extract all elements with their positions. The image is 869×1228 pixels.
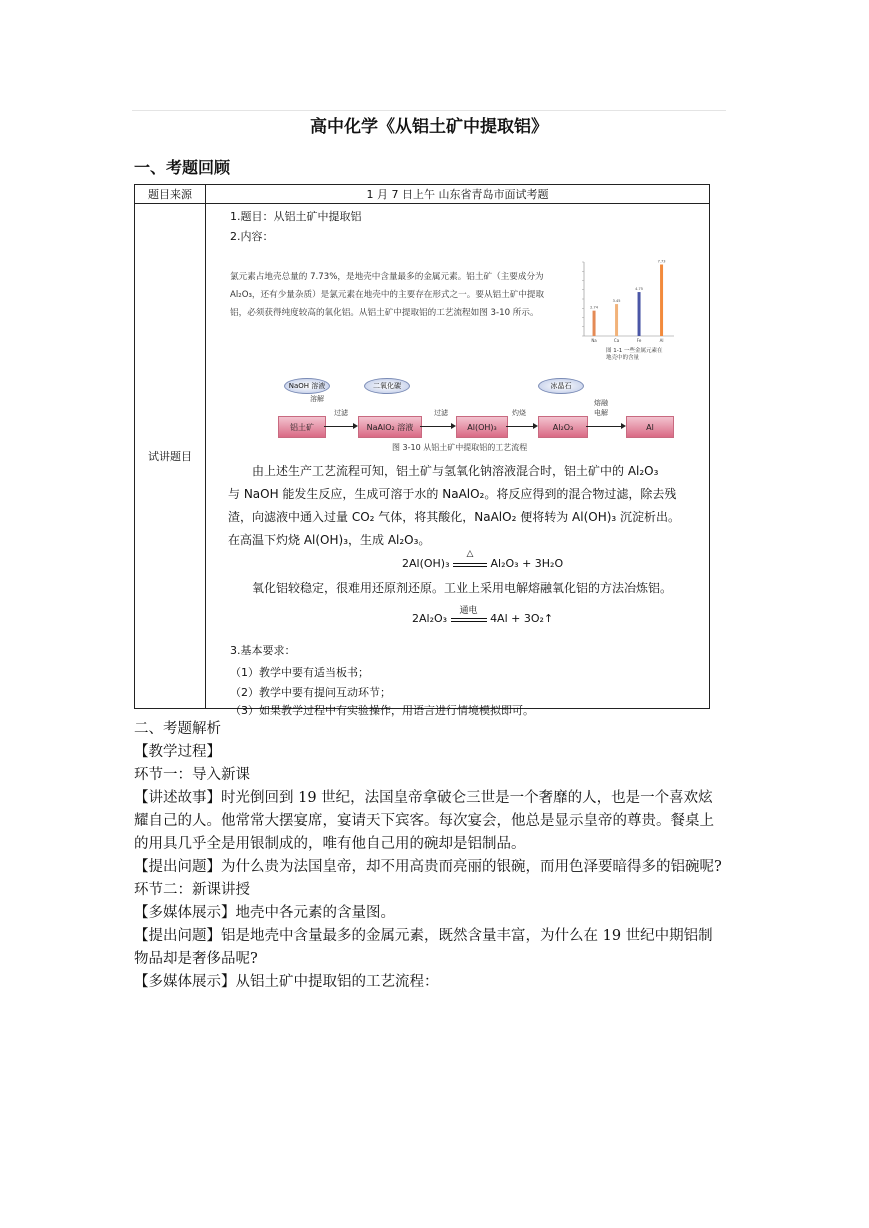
label-electrolysis: 电解 xyxy=(594,409,608,417)
arrow-3-head xyxy=(533,423,538,429)
chart-bar xyxy=(660,264,663,336)
body-line-4: 耀自己的人。他常常大摆宴席，宴请天下宾客。每次宴会，他总是显示皇帝的尊贵。餐桌上 xyxy=(134,813,714,829)
body-line-2: 环节一：导入新课 xyxy=(134,767,250,783)
body-line-11: 【多媒体展示】从铝土矿中提取铝的工艺流程： xyxy=(134,974,439,990)
body-line-5: 的用具几乎全是用银制成的，唯有他自己用的碗却是铝制品。 xyxy=(134,836,526,852)
body-line-6: 【提出问题】为什么贵为法国皇帝，却不用高贵而亮丽的银碗，而用色泽要暗得多的铝碗呢? xyxy=(134,859,722,875)
chart-category-label: Al xyxy=(659,338,664,343)
chart-category-label: Fe xyxy=(636,338,642,343)
eq1-arrow xyxy=(453,549,487,567)
requirements-heading: 3.基本要求： xyxy=(230,644,296,657)
arrow-4 xyxy=(586,426,622,427)
equation-1 xyxy=(402,549,564,570)
para-line: 氧化铝较稳定，很难用还原剂还原。工业上采用电解熔融氧化铝的方法冶炼铝。 xyxy=(252,581,673,595)
arrow-3 xyxy=(506,426,534,427)
flow-caption: 图 3-10 从铝土矿中提取铝的工艺流程 xyxy=(392,443,528,452)
source-value: 1 月 7 日上午 山东省青岛市面试考题 xyxy=(366,188,549,201)
box-al: Al xyxy=(626,416,674,438)
analysis-paragraph xyxy=(228,460,700,552)
chart-value-label: 2.74 xyxy=(590,305,598,310)
table-row-source xyxy=(135,185,709,204)
eq1-left: 2Al(OH)₃ xyxy=(402,557,450,570)
chart-bar xyxy=(638,292,641,336)
eq2-arrow xyxy=(451,606,487,622)
arrow-2-head xyxy=(451,423,456,429)
section-heading-review: 一、考题回顾 xyxy=(134,158,231,177)
para-line: 由上述生产工艺流程可知，铝土矿与氢氧化钠溶液混合时，铝土矿中的 Al₂O₃ xyxy=(252,464,659,478)
header-rule xyxy=(132,110,726,111)
eq2-right: 4Al + 3O₂↑ xyxy=(490,612,554,625)
label-filter1: 过滤 xyxy=(334,409,348,417)
question-title: 1.题目：从铝土矿中提取铝 xyxy=(230,210,362,223)
label-dissolve: 溶解 xyxy=(310,395,324,403)
naoh-oval: NaOH 溶液 xyxy=(284,378,330,394)
body-line-9: 【提出问题】铝是地壳中含量最多的金属元素，既然含量丰富，为什么在 19 世纪中期铝制 xyxy=(134,928,713,944)
body-line-10: 物品却是奢侈品呢? xyxy=(134,951,258,967)
eq2-condition: 通电 xyxy=(459,606,478,616)
box-aloh3: Al(OH)₃ xyxy=(456,416,508,438)
chart-category-label: Ca xyxy=(613,338,620,343)
arrow-1 xyxy=(324,426,354,427)
chart-value-label: 3.45 xyxy=(612,299,621,304)
arrow-1-head xyxy=(353,423,358,429)
eq1-right: Al₂O₃ + 3H₂O xyxy=(490,557,564,570)
requirement-1: （1）教学中要有适当板书； xyxy=(230,666,369,679)
para-line: 与 NaOH 能发生反应，生成可溶于水的 NaAlO₂。将反应得到的混合物过滤，除去残 xyxy=(228,487,677,501)
co2-oval: 二氧化碳 xyxy=(364,378,410,394)
chart-value-label: 7.73 xyxy=(657,259,666,264)
requirement-3: （3）如果教学过程中有实验操作，用语言进行情境模拟即可。 xyxy=(230,704,534,717)
chart-value-label: 4.75 xyxy=(635,287,643,292)
topic-label: 试讲题目 xyxy=(135,204,206,708)
topic-content xyxy=(206,204,709,717)
arrow-4-head xyxy=(621,423,626,429)
label-calcine: 灼烧 xyxy=(512,409,526,417)
para-line: 在高温下灼烧 Al(OH)₃，生成 Al₂O₃。 xyxy=(228,533,431,547)
body-line-3: 【讲述故事】时光倒回到 19 世纪，法国皇帝拿破仑三世是一个奢靡的人，也是一个喜欢炫 xyxy=(134,790,713,806)
textbook-paragraph: 氯元素占地壳总量的 7.73%，是地壳中含量最多的金属元素。铝土矿（主要成分为 Al₂O₃，还有少量杂质）是氯元素在地壳中的主要存在形式之一。要从铝土矿中提取铝，必须获得纯度较高的氧化铝。从铝土矿中提取铝的工艺流程如图 3-10 所示。 xyxy=(230,272,545,318)
box-naalo2: NaAlO₂ 溶液 xyxy=(358,416,422,438)
question-table xyxy=(134,184,710,717)
table-row-topic xyxy=(135,204,709,717)
cryolite-oval: 冰晶石 xyxy=(538,378,584,394)
body-line-1: 【教学过程】 xyxy=(134,744,221,760)
para-line: 渣，向滤液中通入过量 CO₂ 气体，将其酸化，NaAlO₂ 便将转为 Al(OH)₃ 沉淀析出。 xyxy=(228,510,681,524)
body-line-8: 【多媒体展示】地壳中各元素的含量图。 xyxy=(134,905,395,921)
source-label: 题目来源 xyxy=(135,185,206,203)
chart-bar xyxy=(615,304,618,336)
chart-bar xyxy=(593,311,596,336)
body-line-7: 环节二：新课讲授 xyxy=(134,882,250,898)
eq2-left: 2Al₂O₃ xyxy=(412,612,448,625)
arrow-2 xyxy=(420,426,452,427)
box-ore: 铝土矿 xyxy=(278,416,326,438)
content-heading: 2.内容： xyxy=(230,230,274,243)
body-line-0: 二、考题解析 xyxy=(134,721,221,737)
after-eq1-line xyxy=(228,577,700,600)
box-al2o3: Al₂O₃ xyxy=(538,416,588,438)
requirement-2: （2）教学中要有提问互动环节； xyxy=(230,686,391,699)
equation-2 xyxy=(412,606,554,625)
chart-caption: 图 1-1 一些金属元素在地壳中的含量 xyxy=(606,348,663,361)
page-title: 高中化学《从铝土矿中提取铝》 xyxy=(310,117,548,137)
label-filter2: 过滤 xyxy=(434,409,448,417)
eq1-condition: △ xyxy=(466,549,474,559)
chart-category-label: Na xyxy=(591,338,597,343)
process-flowchart xyxy=(206,378,706,438)
label-melt: 熔融 xyxy=(594,399,608,407)
